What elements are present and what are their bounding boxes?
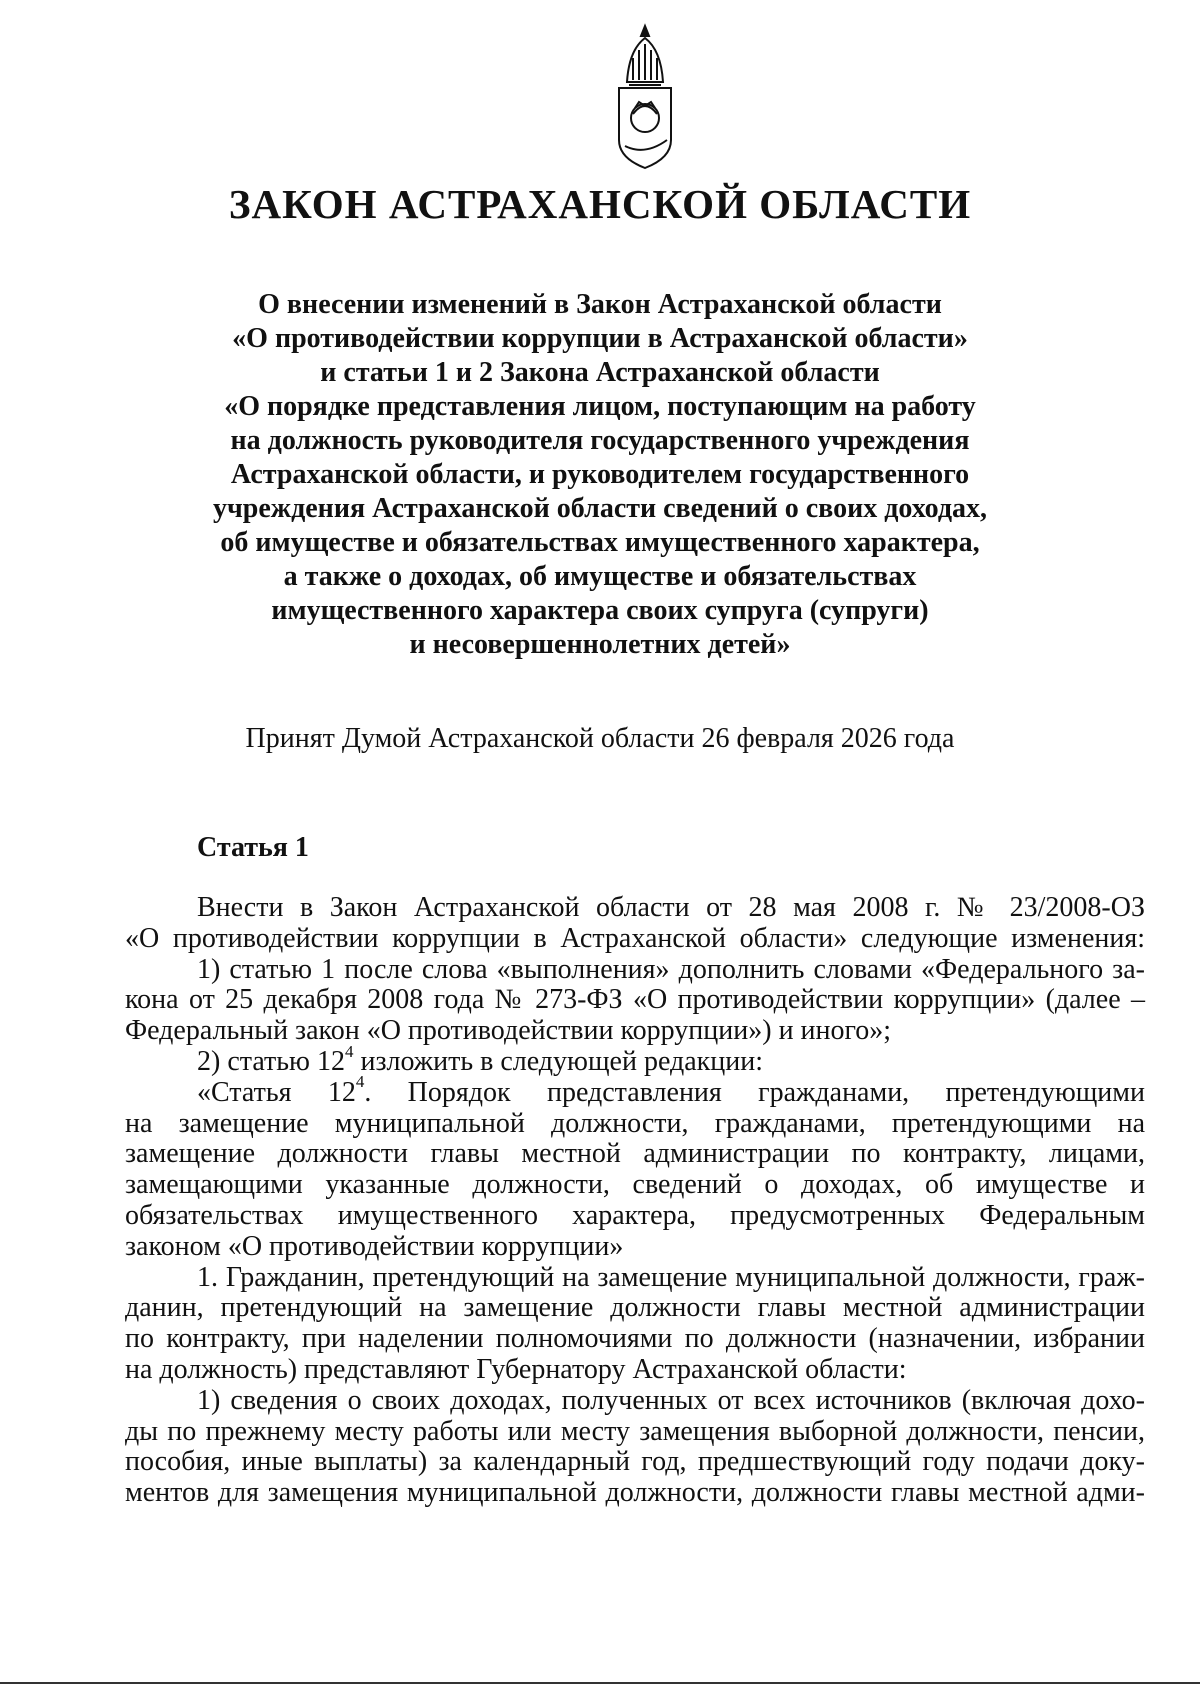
subject-line: об имуществе и обязательствах имущественного характера, <box>220 527 980 558</box>
subject-line: Астраханской области, и руководителем государственного <box>230 459 970 490</box>
body-line: на должность) представляют Губернатору Астраханской области: <box>125 1353 907 1385</box>
body-text: 2) статью 12 <box>197 1045 345 1077</box>
body-line <box>125 1041 1145 1078</box>
body-line: кона от 25 декабря 2008 года № 273-ФЗ «О противодействии коррупции» (далее – <box>125 984 1145 1016</box>
body-line: замещение должности главы местной администрации по контракту, лицами, <box>125 1138 1145 1170</box>
body-text: . Порядок представления гражданами, претендующими <box>364 1076 1145 1108</box>
adoption-note: Принят Думой Астраханской области 26 февраля 2026 года <box>245 723 955 754</box>
document-title: ЗАКОН АСТРАХАНСКОЙ ОБЛАСТИ <box>228 181 972 227</box>
article-body <box>125 893 1145 1509</box>
law-subject <box>160 288 1040 662</box>
subject-line: «О противодействии коррупции в Астраханской области» <box>232 323 968 354</box>
body-line: обязательствах имущественного характера, предусмотренных Федеральным <box>125 1199 1145 1231</box>
body-text: «Статья 12 <box>197 1076 356 1108</box>
subject-line: на должность руководителя государственного учреждения <box>230 425 970 456</box>
body-line: 1. Гражданин, претендующий на замещение муниципальной должности, граж- <box>197 1261 1145 1293</box>
superscript: 4 <box>344 1041 354 1061</box>
subject-line: О внесении изменений в Закон Астраханской области <box>258 289 942 320</box>
body-line: Внести в Закон Астраханской области от 28 мая 2008 г. № 23/2008-ОЗ <box>197 892 1145 923</box>
subject-line: и статьи 1 и 2 Закона Астраханской области <box>320 357 880 388</box>
subject-line: «О порядке представления лицом, поступающим на работу <box>224 391 976 422</box>
body-line: замещающими указанные должности, сведений о доходах, об имуществе и <box>125 1169 1145 1201</box>
body-line: по контракту, при наделении полномочиями по должности (назначении, избрании <box>125 1323 1145 1355</box>
page-bottom-rule <box>0 1682 1200 1684</box>
subject-line: учреждения Астраханской области сведений о своих доходах, <box>213 493 987 524</box>
body-line: ментов для замещения муниципальной должности, должности главы местной адми- <box>125 1477 1145 1509</box>
superscript: 4 <box>355 1072 365 1092</box>
body-line: 1) сведения о своих доходах, полученных от всех источников (включая дохо- <box>197 1384 1145 1416</box>
body-line: ды по прежнему месту работы или месту замещения выборной должности, пенсии, <box>125 1415 1145 1447</box>
subject-line: имущественного характера своих супруга (супруги) <box>271 595 929 626</box>
article-heading: Статья 1 <box>197 832 309 863</box>
body-line <box>125 1072 1145 1109</box>
body-line: 1) статью 1 после слова «выполнения» дополнить словами «Федерального за- <box>197 953 1145 985</box>
subject-line: а также о доходах, об имуществе и обязательствах <box>283 561 917 592</box>
body-line: на замещение муниципальной должности, гражданами, претендующими на <box>125 1107 1145 1139</box>
body-text: изложить в следующей редакции: <box>360 1045 764 1077</box>
body-line: Федеральный закон «О противодействии коррупции») и иного»; <box>125 1015 892 1047</box>
coat-of-arms-emblem <box>605 22 685 170</box>
subject-line: и несовершеннолетних детей» <box>409 629 791 660</box>
body-line: законом «О противодействии коррупции» <box>125 1230 624 1262</box>
body-line: «О противодействии коррупции в Астраханской области» следующие изменения: <box>125 922 1145 954</box>
body-line: данин, претендующий на замещение должности главы местной администрации <box>125 1292 1145 1324</box>
body-line: пособия, иные выплаты) за календарный год, предшествующий году подачи доку- <box>125 1446 1145 1478</box>
